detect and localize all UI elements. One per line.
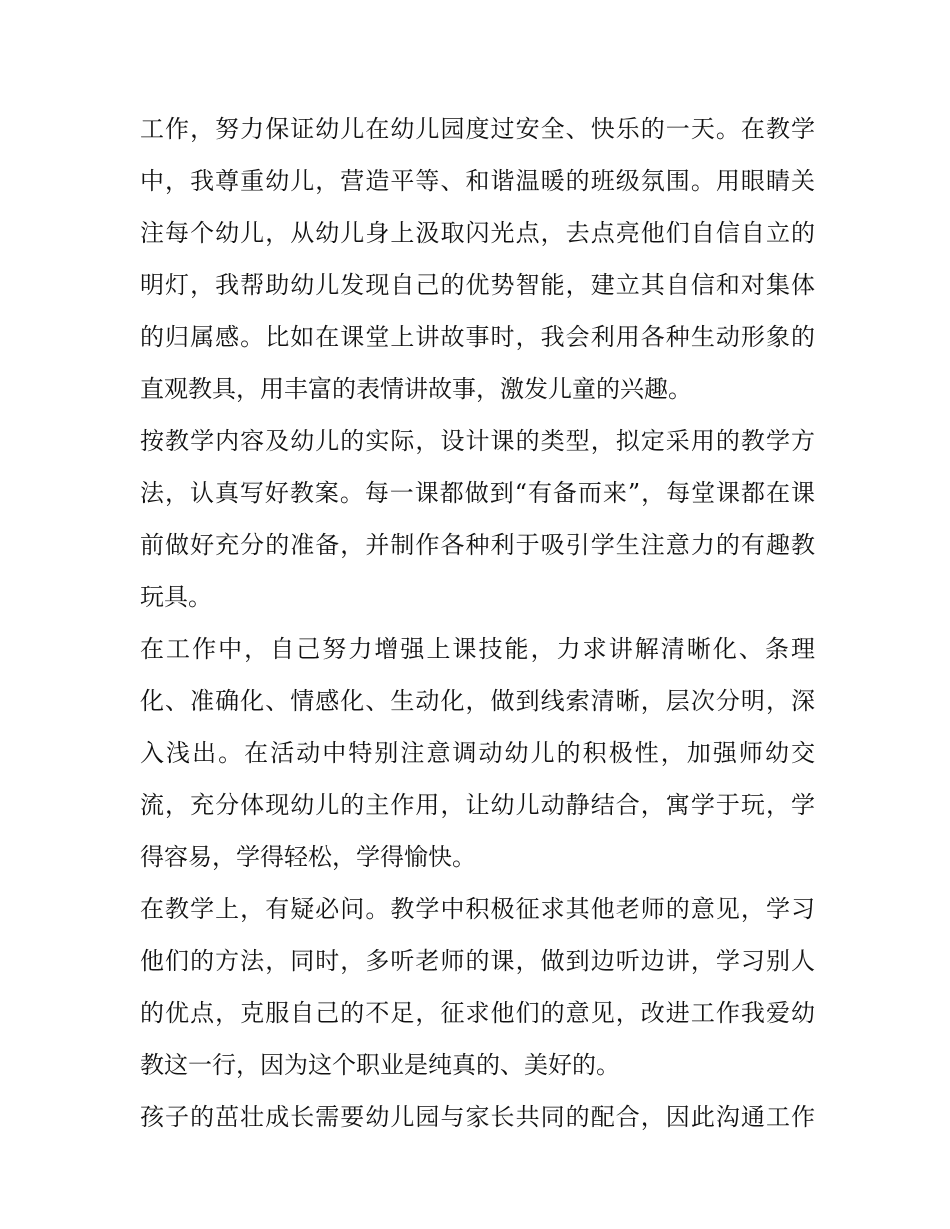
- text-line: 孩子的茁壮成长需要幼儿园与家长共同的配合，因此沟通工作: [140, 1103, 815, 1131]
- text-line: 他们的方法，同时，多听老师的课，做到边听边讲，学习别人: [140, 947, 815, 975]
- text-line: 在教学上，有疑必问。教学中积极征求其他老师的意见，学习: [140, 895, 815, 923]
- text-line: 流，充分体现幼儿的主作用，让幼儿动静结合，寓学于玩，学: [140, 791, 815, 819]
- text-line: 教这一行，因为这个职业是纯真的、美好的。: [140, 1051, 620, 1079]
- text-line: 按教学内容及幼儿的实际，设计课的类型，拟定采用的教学方: [140, 427, 815, 455]
- paragraph-1: [140, 103, 815, 415]
- text-line: 直观教具，用丰富的表情讲故事，激发儿童的兴趣。: [140, 375, 692, 403]
- text-line: 的归属感。比如在课堂上讲故事时，我会利用各种生动形象的: [140, 323, 815, 351]
- text-line: 中，我尊重幼儿，营造平等、和谐温暖的班级氛围。用眼睛关: [140, 167, 815, 195]
- paragraph-2: [140, 415, 815, 623]
- text-line: 前做好充分的准备，并制作各种利于吸引学生注意力的有趣教: [140, 531, 815, 559]
- text-line: 明灯，我帮助幼儿发现自己的优势智能，建立其自信和对集体: [140, 271, 815, 299]
- text-line: 法，认真写好教案。每一课都做到“有备而来”，每堂课都在课: [140, 479, 815, 507]
- paragraph-5: [140, 1091, 815, 1143]
- text-line: 注每个幼儿，从幼儿身上汲取闪光点，去点亮他们自信自立的: [140, 219, 815, 247]
- text-line: 工作，努力保证幼儿在幼儿园度过安全、快乐的一天。在教学: [140, 115, 815, 143]
- document-body: [140, 103, 815, 1143]
- paragraph-4: [140, 883, 815, 1091]
- paragraph-3: [140, 623, 815, 883]
- text-line: 得容易，学得轻松，学得愉快。: [140, 843, 476, 871]
- text-line: 化、准确化、情感化、生动化，做到线索清晰，层次分明，深: [140, 687, 815, 715]
- text-line: 的优点，克服自己的不足，征求他们的意见，改进工作我爱幼: [140, 999, 815, 1027]
- text-line: 玩具。: [140, 583, 212, 611]
- text-line: 在工作中，自己努力增强上课技能，力求讲解清晰化、条理: [140, 635, 815, 663]
- text-line: 入浅出。在活动中特别注意调动幼儿的积极性，加强师幼交: [140, 739, 815, 767]
